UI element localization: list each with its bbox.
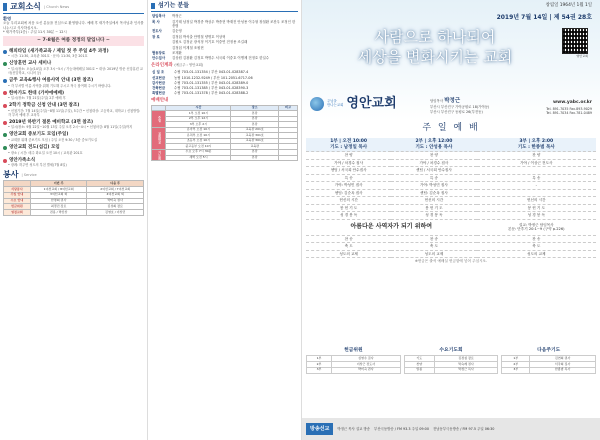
order-cell: 찬 송 (391, 235, 476, 242)
news-item-body: • 각 부서별 여름 사역을 위해 기도해 주시고 적극 참여해 주시기 바랍니다. (8, 83, 112, 88)
staff-title-icon (151, 3, 155, 9)
online-accounts-table (151, 70, 298, 96)
order-cell: 봉 헌 기 도 (306, 204, 391, 211)
bongsa-title: 봉사 | Service (3, 170, 37, 180)
table-cell: 수요 오후 7시 30분 (166, 150, 231, 156)
table-cell: 본당 (231, 116, 278, 122)
account-label: 건축헌금 (152, 86, 166, 91)
order-cell: 가야 / 이상근 전도사 (477, 159, 596, 166)
phone-info: Tel. 891-7035 Fax.893-9029 Tel. 891-7034 Fax.781-0489 (546, 107, 592, 116)
slogan: 사람으로 하나되어 세상을 변화시키는 교회 (357, 28, 513, 66)
bullet-icon (3, 79, 7, 83)
order-row (306, 167, 596, 174)
order-cell: 센텀: 김순옥 집사 (391, 189, 476, 196)
service-table (3, 180, 144, 216)
table-cell: 본당 (231, 155, 278, 161)
header-banner (302, 0, 600, 120)
news-item-body: • 일시/장소: 7월 21일(주일) 2부 예배 후 (8, 96, 66, 101)
welcome-note: * 새가족부(1층) : 주일 11시 30분 ~ 12시 (3, 29, 67, 34)
news-item-body: • 일시/장소: 9월 22일~10월 13일 주일 오후 2시~4시 • 신청마감: 8월 11일(주일)까지 (8, 125, 133, 130)
table-cell: 박미숙 권사 (87, 198, 144, 204)
qr-code-icon[interactable] (562, 28, 588, 54)
news-item (3, 61, 144, 75)
table-cell: 김연희 권사 (530, 355, 596, 361)
account-label: 감사헌금 (152, 80, 166, 85)
news-item (3, 91, 144, 101)
section-label: 기도회 (152, 150, 166, 161)
info-box-title: 다음주기도 (537, 348, 561, 353)
news-item (3, 132, 144, 142)
account-label: 특별헌금 (152, 91, 166, 96)
note-row (306, 258, 596, 265)
bullet-icon (3, 104, 7, 108)
bullet-icon (3, 146, 7, 150)
staff-names: 조재환 (172, 50, 182, 55)
news-item-title: 신앙훈련 교사 세미나 (9, 61, 52, 67)
welcome-body: 오늘 우리교회에 처음 오신 분들을 진심으로 환영합니다. 예배 후 새가족실에서 목사님과 인사를 나누시고 식사하십시오. (3, 21, 144, 30)
order-cell: 특 송 (306, 174, 391, 181)
order-cell: 성 경 봉 독 (306, 212, 391, 219)
column-header: 장소 (231, 105, 278, 111)
news-item (3, 49, 144, 59)
table-cell: 박숙례 권사 (434, 361, 497, 367)
order-cell: 가야: 박성민 집사 (306, 182, 391, 189)
news-item-title: 금주 교육&행사 여름사역 안내 (3면 참조) (9, 77, 94, 83)
service-header (477, 138, 596, 152)
table-cell: 본당 (231, 122, 278, 128)
order-cell: 봉 헌 기 도 (391, 204, 476, 211)
news-title: 교회소식 | Church News (3, 2, 144, 12)
order-cell: 찬 양 (391, 152, 476, 159)
staff-names: 김순영 (172, 29, 182, 34)
worship-title: 주 일 예 배 (422, 123, 480, 133)
order-cell: 성도의 교제 (306, 250, 391, 257)
staff-names: 김정섭 박석출 안명철 양명호 이상혁 (172, 34, 226, 39)
table-cell (278, 155, 297, 161)
staff-role: 전도사 (152, 29, 162, 34)
church-logo: 주님을 만나는교회 영안교회 (310, 96, 397, 112)
table-cell: 2부 (502, 361, 530, 367)
broadcast-info-2: 전남동부극동방송 / FM 97.5 주일 06:30 (432, 426, 495, 431)
table-cell: 이상근 전도사 (332, 361, 401, 367)
news-item (3, 158, 144, 168)
table-cell: 1부 (307, 355, 332, 361)
service-name: 1부 | 오전 10:00 (330, 139, 368, 144)
table-cell: 영접교회 (4, 210, 31, 216)
table-cell: 한종범 목사 (530, 367, 596, 373)
service-note: 기도 : 남정일 목사 (330, 144, 368, 150)
table-cell: 중고등부 오전 10시 (166, 144, 231, 150)
column-header: 이번 주 (30, 181, 87, 187)
news-item-title: 영안교회 전도(섬김) 모임 (9, 145, 60, 151)
order-cell: 찬 양 (306, 152, 391, 159)
online-title: 온라인계좌 (예금주 : 영안교회) (151, 63, 204, 69)
section-label: 주일 (152, 111, 166, 128)
table-cell: 3부 (502, 367, 530, 373)
news-item-body: • 장소 / 시간: 매주 화요일 오전 10시 / 교육관 201호 (8, 150, 83, 155)
account-row (151, 91, 298, 96)
order-cell: 축 도 (306, 243, 391, 250)
table-cell: 헌금위원 (4, 204, 31, 210)
issue-date: 2019년 7월 14일 | 제 54권 28호 (496, 14, 592, 21)
table-cell: 3부 오후 2시 (166, 122, 231, 128)
footer (302, 418, 600, 440)
news-item-title: 영안교회 중보기도 모임(주일) (9, 132, 69, 138)
table-cell: 새벽 오전 5시 (166, 155, 231, 161)
order-cell: 센텀: 김순옥 집사 (306, 189, 391, 196)
order-cell: 헌신의 시간 (306, 197, 391, 204)
broadcast-info-1: 부산극동방송 / FM 93.3 주일 09:00 (374, 426, 429, 431)
banner: ~ 7-8월은 여름 정정의 달입니다 ~ (3, 36, 144, 46)
service-header (391, 138, 476, 152)
service-header-row (306, 138, 596, 152)
sermon-preacher: 설교: 박정근 담임목사 (518, 222, 554, 227)
order-row (306, 204, 596, 211)
order-cell: 봉 헌 기 도 (477, 204, 596, 211)
order-cell: 찬 송 (306, 235, 391, 242)
staff-table (151, 14, 298, 62)
order-row (306, 189, 596, 196)
order-cell: 축 도 (477, 243, 596, 250)
table-cell: 본당 (231, 150, 278, 156)
staff-column (148, 0, 302, 440)
table-cell: 1부 (502, 355, 530, 361)
news-item-body: • 신청기간: 7월 14일(주일)~8월 11일(주일), 5주간 • 신청대상: 고등학교, 대학교 / 신청방법: 각 부서 예배 후 교육부 (8, 108, 141, 117)
sermon-meta (477, 219, 596, 235)
table-cell: 2여선교회 / 7여선교회 (87, 187, 144, 193)
welcome-block (3, 16, 144, 34)
broadcast-badge: 방송선교 (306, 423, 333, 435)
order-cell: 특 송 (391, 174, 476, 181)
table-cell: 3여선교회 외 (30, 192, 87, 198)
website-link[interactable]: www.yabc.or.kr (552, 100, 592, 105)
pastor-info: 담임목사 박정근 부산시 부산진구 가야공원로 18(가야동) 부산시 부산진구 동평로 26(부전동) (430, 98, 490, 114)
qr-label: 영안교회 (576, 54, 588, 58)
order-cell: 센텀 / 서국희 안수집사 (391, 167, 476, 174)
order-cell: 찬 송 (477, 235, 596, 242)
sermon-title: 아름다운 사역자가 되기 위하여 (350, 223, 433, 231)
table-cell: 교육관 301호 (231, 133, 278, 139)
staff-role: 협동장로 (152, 50, 166, 55)
broadcast-pastor: 박정근 목사 설교 방송 (337, 426, 371, 431)
news-item-title: 영안가족소식 (9, 157, 36, 163)
news-item-body: • 교회를 위해 중보기도 모임 / 주일 오전 9:30 / 3층 중보기도실 (8, 138, 98, 143)
staff-names: 김상원 김광환 김정호 박명수 서국희 이중호 이병제 전정호 한일수 (172, 56, 270, 61)
table-cell: 1부 오전 10시 (166, 111, 231, 117)
news-item (3, 120, 144, 130)
table-cell: 김영호 / 이상민 (87, 210, 144, 216)
table-cell: 최경진 장로 (30, 204, 87, 210)
table-cell: 한명희 권사 (30, 198, 87, 204)
bullet-icon (3, 62, 7, 66)
table-cell: 교육관 301호 (231, 138, 278, 144)
info-box-table (501, 355, 596, 374)
table-row (307, 367, 401, 373)
worship-order-table (306, 138, 596, 265)
order-cell: 특 송 (477, 174, 596, 181)
info-box-title: 수요기도회 (439, 348, 463, 353)
table-cell: 1여선교회 / 8여선교회 (30, 187, 87, 193)
staff-row (151, 19, 298, 29)
news-item-body: • 장례: 허주연 성도의 부친 별세(7월 8일) (8, 163, 67, 168)
staff-role: 장 로 (152, 34, 160, 39)
table-cell: 심영수 집사 (332, 355, 401, 361)
column-header: 다음 주 (87, 181, 144, 187)
news-item-title: 2019년 하반기 절론 예비학교 (3면 참조) (9, 119, 94, 125)
table-row (502, 367, 596, 373)
column-header: 시간 (166, 105, 231, 111)
order-cell: 가야 / 차경수 집사 (391, 159, 476, 166)
welcome-head: 환영 (3, 16, 12, 21)
account-number: 수협 703-01-131355 / 부산 043-01-028389-0 (174, 80, 249, 85)
table-cell: 2부 (307, 361, 332, 367)
programs-title: 예배안내 (151, 98, 169, 104)
order-row (306, 152, 596, 159)
sermon-row (306, 219, 596, 235)
section-label: 교회학교 (152, 127, 166, 149)
order-cell: 헌신의 시간 (477, 197, 596, 204)
bullet-icon (3, 121, 7, 125)
info-box (501, 348, 596, 374)
bullet-icon (3, 133, 7, 137)
staff-names: 김정섭 이계철 조원현 (172, 45, 204, 50)
staff-role: 안수집사 (152, 56, 166, 61)
table-cell: 수요 안내 (4, 198, 31, 204)
order-row (306, 235, 596, 242)
table-cell: 기도 (404, 355, 434, 361)
staff-names: 김원오 김정균 장석정 이기호 이중연 전정용 조길래 (172, 40, 248, 45)
table-cell: 2부 오후 12시 (166, 116, 231, 122)
programs-table (151, 105, 298, 161)
sermon-cell (306, 219, 477, 235)
info-box-table (404, 355, 499, 374)
order-row (306, 212, 596, 219)
sermon-text: 본문: 단후기 20:1~9 (구약 p.226) (508, 227, 565, 232)
account-number: 수협 703-01-131385 / 부산 043-01-028390-3 (174, 86, 249, 91)
staff-names: 김기태 남정일 박경종 박상우 박종현 박재진 안성용 이주형 장철환 조찬우 조정인 한종범 (172, 19, 296, 28)
news-item (3, 78, 144, 88)
divider (151, 11, 298, 12)
table-row (404, 367, 498, 373)
service-name: 3부 | 오후 2:00 (519, 139, 554, 144)
order-row (306, 174, 596, 181)
table-row (152, 155, 298, 161)
account-label: 십 일 조 (152, 70, 165, 75)
news-item (3, 145, 144, 155)
bullet-icon (3, 159, 7, 163)
info-box-table (306, 355, 401, 374)
order-cell: 센텀 / 서국희 안수집사 (306, 167, 391, 174)
service-name: 2부 | 오후 12:00 (415, 139, 453, 144)
staff-title: 섬기는 분들 (151, 2, 298, 10)
order-cell: 성 경 봉 독 (477, 212, 596, 219)
order-cell: 헌신의 시간 (391, 197, 476, 204)
bulletin-front (302, 0, 600, 440)
table-cell: 교육관 (231, 144, 278, 150)
order-row (306, 182, 596, 189)
order-cell: 가야 / 차경수 집사 (306, 159, 391, 166)
news-list (3, 49, 144, 168)
order-cell: 찬 양 (477, 152, 596, 159)
founded-date: 창립일 1964년 1월 1일 (545, 3, 592, 8)
service-note: 기도 : 한종범 목사 (517, 144, 555, 150)
order-cell: 성 경 봉 독 (391, 212, 476, 219)
divider (3, 13, 144, 14)
table-cell: 찬양 (404, 361, 434, 367)
order-row (306, 159, 596, 166)
bullet-icon (3, 91, 7, 95)
news-column (0, 0, 148, 440)
order-cell (477, 167, 596, 174)
account-number: 수협 703-01-131354 / 부산 043-01-028387-4 (174, 70, 249, 75)
table-row (4, 210, 144, 216)
news-item-body: • 시간: 11:30, 교육관 301호 · 문의: 11:30, 3층 201호 (8, 54, 88, 59)
service-header (306, 138, 391, 152)
table-cell: 본당 (231, 111, 278, 117)
info-box (306, 348, 401, 374)
table-cell: 주일 안내 (4, 192, 31, 198)
service-note: 기도 : 안성용 목사 (415, 144, 453, 150)
table-cell: 권용 / 박진상 (30, 210, 87, 216)
table-cell: 서국희 집사 (530, 361, 596, 367)
account-number: 농협 1010-1232-9249 / 부산 101-2051-6717-06 (174, 75, 253, 80)
table-cell: 교육관 201호 (231, 127, 278, 133)
news-item-body: • 일시/장소: 오늘(14일) 오후 3시~5시 / 가능대예배실 301호 • 대상: 2019년 방문 신앙훈련 교사(신앙학교, 시니어 등) (8, 66, 143, 75)
table-cell: 김정섭 장로 (434, 355, 497, 361)
news-item-title: 해피타임 (새가족교육 / 제일 첫 주 주일 4주 과정) (9, 48, 109, 54)
table-cell: 4여선교회 외 (87, 192, 144, 198)
table-cell: 박미숙 권사 (332, 367, 401, 373)
order-cell: 성도의 교제 (391, 250, 476, 257)
order-row (306, 243, 596, 250)
staff-role: 목 사 (152, 19, 160, 24)
order-row (306, 197, 596, 204)
info-box (404, 348, 499, 374)
table-cell: 3부 (307, 367, 332, 373)
column-header: 비고 (278, 105, 297, 111)
account-number: 수협 703-01-131378 / 부산 043-01-028388-2 (174, 91, 249, 96)
staff-names: 박정근 (172, 14, 182, 19)
bottom-info (306, 348, 596, 374)
order-cell (477, 189, 596, 196)
table-cell: 유치부 오전 10시 (166, 133, 231, 139)
order-cell: 가야: 박성민 집사 (391, 182, 476, 189)
news-title-icon (3, 3, 7, 11)
staff-row (151, 56, 298, 61)
bullet-icon (3, 50, 7, 54)
offering-note: ※헌금은 출석 예배실 헌금함에 넣어 주십시오. (414, 259, 488, 264)
table-cell: 박정근 목사 (434, 367, 497, 373)
order-cell: 성도의 교제 (477, 250, 596, 257)
table-cell: 초등부 오전 10시 (166, 138, 231, 144)
table-cell: 식당봉사 (4, 187, 31, 193)
staff-role: 담임목사 (152, 14, 166, 19)
account-label: 선교헌금 (152, 75, 166, 80)
logo-icon (310, 97, 324, 111)
info-box-title: 헌금위원 (344, 348, 363, 353)
order-cell: 축 도 (391, 243, 476, 250)
table-cell: 유아부 오전 10시 (166, 127, 231, 133)
news-item-title: 한마가도 한대 (가야에예배) (9, 90, 65, 96)
table-cell: 김성희 장로 (87, 204, 144, 210)
table-cell: 말씀 (404, 367, 434, 373)
order-row (306, 250, 596, 257)
news-item (3, 103, 144, 117)
news-item-title: 2학기 정학금 신청 안내 (3면 참조) (9, 103, 80, 109)
order-cell: - (477, 182, 596, 189)
